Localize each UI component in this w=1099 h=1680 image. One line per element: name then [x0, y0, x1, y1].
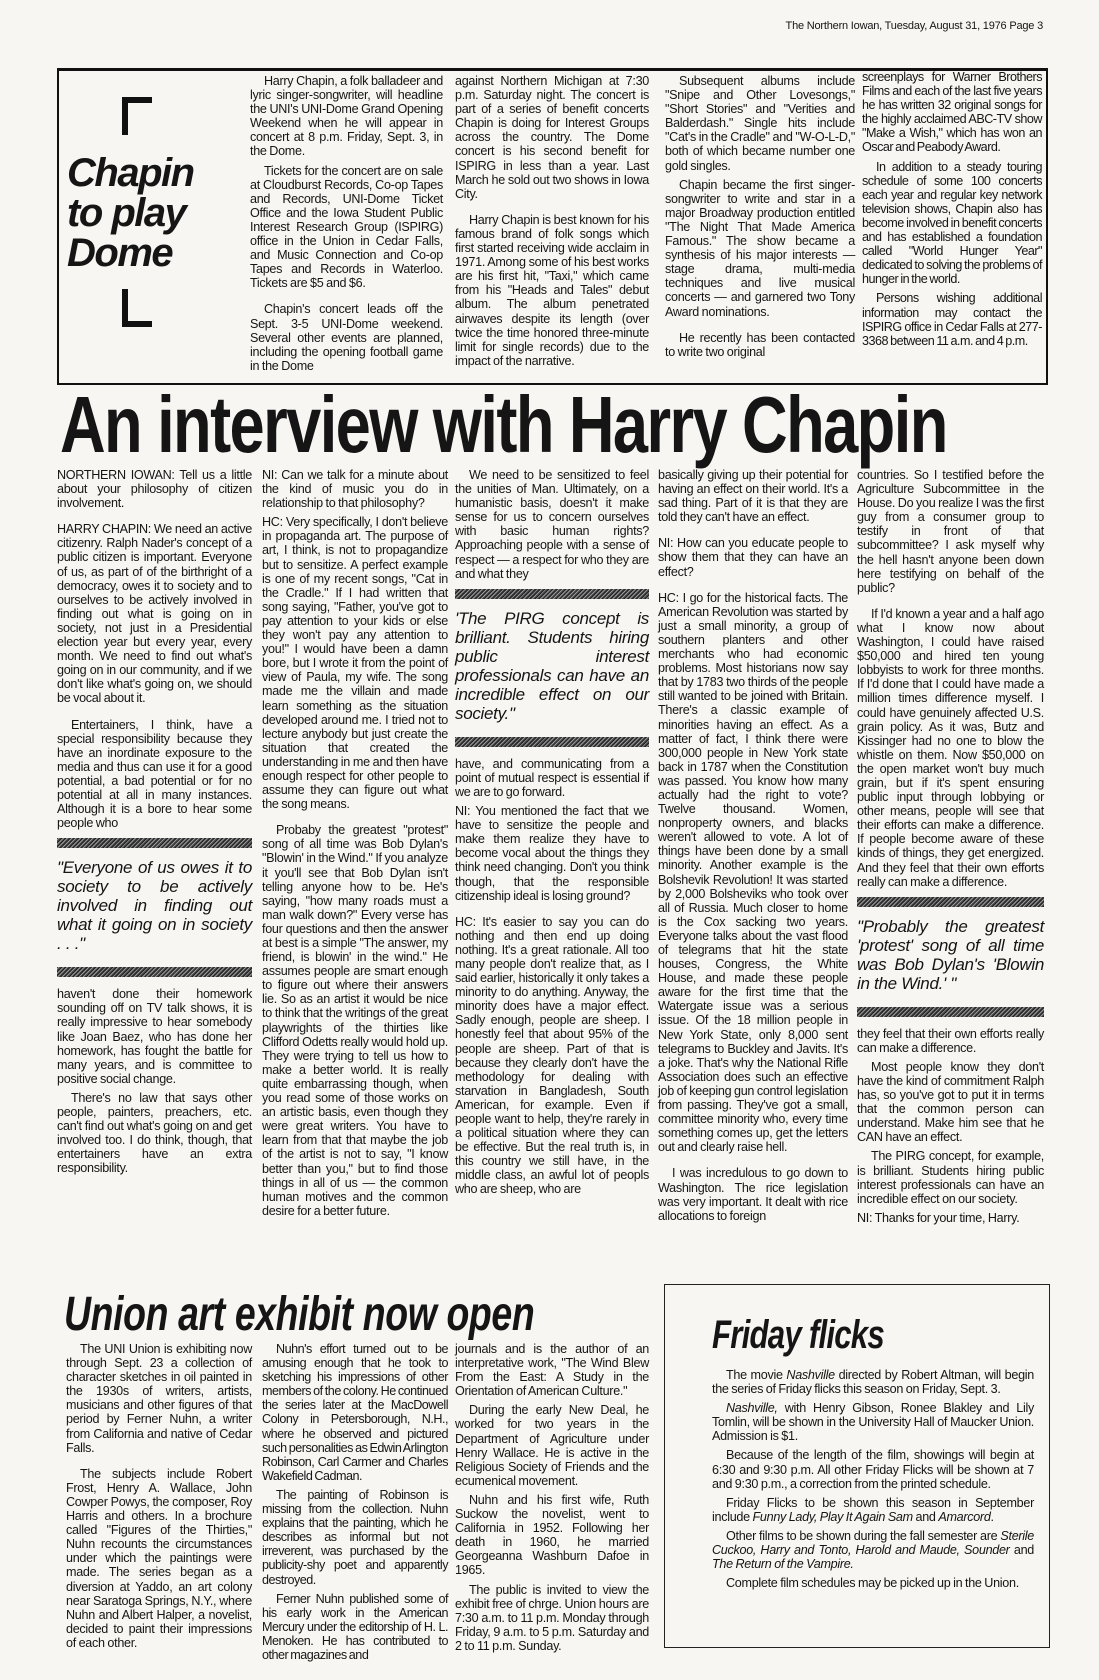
- union-art-column: [66, 1342, 252, 1655]
- paragraph: journals and is the author of an interpretative work, "The Wind Blew From the East: A Study in the Orientation of American Culture.": [455, 1342, 649, 1399]
- paragraph: they feel that their own efforts really can make a difference.: [857, 1026, 1044, 1055]
- friday-flicks-headline: Friday flicks: [712, 1313, 884, 1357]
- italic-title: Amarcord: [938, 1509, 991, 1524]
- paragraph: countries. So I testified before the Agriculture Subcommittee in the House. Do you realize I was the first guy from a consumer group to testify in front of that subcommittee? I ask myself why the hell hasn't anyone been down here testifying on behalf of the public?: [857, 468, 1044, 595]
- interview-headline: An interview with Harry Chapin: [60, 380, 947, 469]
- headline-line: to play: [67, 191, 186, 235]
- italic-title: Funny Lady, Play It Again Sam: [752, 1509, 913, 1524]
- paragraph: HC: I go for the historical facts. The American Revolution was started by just a small minority, a group of southern planters and other merchants who had economic problems. Most historians now say that by 1783 two thirds of the people still wanted to be joined with Britain. There's a classic example of minorities having an effect. As a matter of fact, I think there were 300,000 people in New York state back in 1787 when the Constitution was passed. You know how many actually had the right to vote? Twelve thousand. Women, nonproperty owners, and blacks weren't allowed to vote. A lot of things have been done by a small minority. Another example is the Bolshevik Revolution! It was started by 2,000 Bolsheviks who took over all of Russia. Much closer to home is the Cox sacking two years. Everyone talks about the vast flood of telegrams that hit the state houses, Congress, the White House, and made these people aware for the first time that the Watergate issue was a serious issue. Of the 18 million people in New York State, only 8,000 sent telegrams to Buckley and Javits. It's a joke. That's why the National Rifle Association does such an effective job of keeping gun control legislation from passing. They've got a small, committee minority who, every time something comes up, get the letters out and clearly raise hell.: [658, 590, 848, 1155]
- paragraph: screenplays for Warner Brothers Films and each of the last five years he has written 32 original songs for the highly acclaimed ABC-TV show "Make a Wish," which has won an Oscar and Peabody Award.: [862, 70, 1042, 155]
- corner-bracket-bottom-icon: [122, 289, 152, 327]
- paragraph: The painting of Robinson is missing from the collection. Nuhn explains that the painting, which he describes as informal but not irreverent, was purchased by the publicity-shy poet and apparently destroyed.: [262, 1487, 448, 1587]
- paragraph: The PIRG concept, for example, is brilliant. Students hiring public interest professionals can have an incredible effect on our society.: [857, 1149, 1044, 1206]
- paragraph: Harry Chapin, a folk balladeer and lyric singer-songwriter, will headline the UNI's UNI-Dome Grand Opening Weekend when he will appear in concert at 8 p.m. Friday, Sept. 3, in the Dome.: [250, 74, 443, 159]
- paragraph: Nuhn's effort turned out to be amusing enough that he took to sketching his impressions of other members of the colony. He continued the series later at the MacDowell Colony in Petersborough, N.H., where he observed and pictured such personalities as Edwin Arlington Robinson, Carl Carmer and Charles Wakefield Cadman.: [262, 1342, 448, 1483]
- paragraph: HC: It's easier to say you can do nothing and then end up doing nothing. It's a great rationale. All too many people don't realize that, as I said earlier, historically it only takes a minority to do anything. Anyway, the minority does have a major effect. Sadly enough, people are sheep. I honestly feel that about 95% of the people are sheep. Part of that is because they clearly don't have the methodology for dealing with starvation in Bangladesh, South American, for example. Even if people want to help, they're rarely in a political situation where they can be effective. But the real truth is, in this country we still have, in the middle class, an awful lot of peopls who are sheep, who are: [455, 914, 649, 1197]
- interview-column: [455, 468, 649, 1202]
- paragraph: NI: How can you educate people to show them that they can have an effect?: [658, 536, 848, 579]
- chapin-story-column: [665, 74, 855, 364]
- pull-quote: "Everyone of us owes it to society to be actively involved in finding out what it going on in society . . .": [57, 858, 252, 954]
- paragraph: [712, 1576, 1034, 1590]
- italic-title: Nashville: [786, 1368, 835, 1382]
- italic-title: Sterile Cuckoo, Harry and Tonto, Harold and Maude, Sounder: [712, 1528, 1034, 1558]
- paragraph: [712, 1496, 1034, 1524]
- paragraph: basically giving up their potential for having an effect on their world. It's a sad thing. Part of it is that they are told they can't have an effect.: [658, 468, 848, 525]
- chapin-story-column: [862, 70, 1042, 353]
- text-run: and: [1009, 1543, 1035, 1558]
- paragraph: Probaby the greatest "protest" song of all time was Bob Dylan's "Blowin' in the Wind." If you analyze it you'll see that Bob Dylan isn't telling anyone how to be. He's saying, "how many roads must a man walk down?" Every verse has four questions and then the answer at best is a simple "The answer, my friend, is blowin' in the wind." He assumes people are smart enough to figure out where their answers lie. So as an artist it would be nice to think that the writings of the great playwrights of the thirties like Clifford Odetts really would hold up. They were trying to tell us how to make a better world. It is really quite embarrassing though, when you read some of those works on an artistic basis, even though they were great writers. You have to learn from that that maybe the job of the artist is not to say, "I know better than you," but to find those things in all of us — the common human motives and the common desire for a better future.: [262, 823, 448, 1218]
- paragraph: [712, 1448, 1034, 1490]
- paragraph: NORTHERN IOWAN: Tell us a little about your philosophy of citizen involvement.: [57, 468, 252, 511]
- interview-column: [262, 468, 448, 1223]
- paragraph: [712, 1401, 1034, 1443]
- hatched-divider: [455, 589, 649, 599]
- paragraph: If I'd known a year and a half ago what I know now about Washington, I could have raised $50,000 and hired ten young lobbyists to work for three months. If I'd done that I could have made a million times difference myself. I could have genuinely affected U.S. grain policy. As it was, Butz and Kissinger had no one to blow the whistle on them. Now $50,000 on the open market won't buy much grain, but if it's spent ensuring public input through lobbying or other means, people will see that their efforts can make a difference. If people become aware of these kinds of things, they get energized. And they feel that their own efforts really can make a difference.: [857, 606, 1044, 889]
- paragraph: He recently has been contacted to write two original: [665, 330, 855, 359]
- paragraph: The UNI Union is exhibiting now through Sept. 23 a collection of character sketches in oil painted in the 1930s of writers, artists, musicians and other figures of that period by Ferner Nuhn, a writer from California and native of Cedar Falls.: [66, 1342, 252, 1455]
- paragraph: haven't done their homework sounding off on TV talk shows, it is really impressive to hear somebody like Joan Baez, who has done her homework, has fought the battle for many years, and is committee to positive social change.: [57, 987, 252, 1086]
- chapin-story-headline: [67, 153, 194, 273]
- interview-column: [57, 468, 252, 1180]
- paragraph: In addition to a steady touring schedule of some 100 concerts each year and regular key network television shows, Chapin also has become involved in benefit concerts and has established a foundation called "World Hunger Year" dedicated to solving the problems of hunger in the world.: [862, 159, 1042, 287]
- paragraph: During the early New Deal, he worked for two years in the Department of Agriculture under Henry Wallace. He is active in the Religious Society of Friends and the ecumenical movement.: [455, 1403, 649, 1488]
- paragraph: HC: Very specifically, I don't believe in propaganda art. The purpose of art, I think, is not to propagandize but to sensitize. A perfect example is one of my recent songs, "Cat in the Cradle." If I had written that song saying, "Father, you've got to pay attention to your kids or else they won't pay any attention to you!" I would have been a damn bore, but I wrote it from the point of view of Paula, my wife. The song made me the villain and made learn something as the situation developed around me. I tried not to lecture anybody but just create the situation that created the understanding in me and then have enough respect for other people to assume they can figure out what the song means.: [262, 515, 448, 812]
- paragraph: NI: Thanks for your time, Harry.: [857, 1210, 1020, 1225]
- paragraph: Entertainers, I think, have a special responsibility because they have an inordinate exposure to the media and thus can use it for a good potential, a bad potential or for no potential at all in many instances. Although it is a bore to hear some people who: [57, 717, 252, 831]
- paragraph: Tickets for the concert are on sale at Cloudburst Records, Co-op Tapes and Records, UNI-Dome Ticket Office and the Iowa Student Public Interest Research Group (ISPIRG) office in the Union in Cedar Falls, and Music Connection and Co-op Tapes and Records in Waterloo. Tickets are $5 and $6.: [250, 163, 443, 291]
- paragraph: [712, 1368, 1034, 1396]
- union-art-column: [262, 1342, 448, 1667]
- headline-line: Chapin: [67, 151, 194, 195]
- italic-title: The Return of the Vampire.: [712, 1557, 854, 1572]
- paragraph: Most people know they don't have the kind of commitment Ralph has, so you've got to put it in terms that the common person can understand. Make him see that he CAN have an effect.: [857, 1059, 1044, 1145]
- headline-line: Dome: [67, 231, 173, 275]
- corner-bracket-top-icon: [122, 97, 152, 135]
- paragraph: HARRY CHAPIN: We need an active citizenry. Ralph Nader's concept of a public citizen is important. Everyone of us, as part of of the birthright of a democracy, owes it to society and to ourselves to be actively involved in finding out what is going on in society, not just in a Presidential election year but every year, every month. We need to find out what's going on in our community, and if we don't like what's going on, we should be vocal about it.: [57, 522, 252, 706]
- interview-column: [658, 468, 848, 1228]
- paragraph: [712, 1529, 1034, 1571]
- union-art-column: [455, 1342, 649, 1658]
- text-run: Because of the length of the film, showings will begin at 6:30 and 9:30 p.m. All other Friday Flicks will be shown at 7 and 9:30 p.m., a correction from the printed schedule.: [712, 1448, 1034, 1491]
- pull-quote: "Probably the greatest 'protest' song of all time was Bob Dylan's 'Blowin in the Wind.' ": [857, 916, 1044, 993]
- paragraph: Chapin became the first singer-songwriter to write and star in a major Broadway production entitled "The Night That Made America Famous." The show became a synthesis of his major interests — stage drama, multi-media techniques and live musical concerts — and garnered two Tony Award nominations.: [665, 177, 855, 319]
- chapin-story-column: [250, 74, 443, 378]
- union-art-headline: Union art exhibit now open: [64, 1288, 535, 1341]
- page-folio: The Northern Iowan, Tuesday, August 31, 1976 Page 3: [785, 20, 1043, 32]
- paragraph: NI: Can we talk for a minute about the kind of music you do in relationship to that philosophy?: [262, 468, 448, 511]
- hatched-divider: [57, 838, 252, 848]
- paragraph: Subsequent albums include "Snipe and Other Lovesongs," "Short Stories" and "Verities and Balderdash." Single hits include "Cat's in the Cradle" and "W-O-L-D," both of which became number one gold singles.: [665, 74, 855, 173]
- text-run: Friday Flicks to be shown this season in September include: [712, 1495, 1034, 1524]
- paragraph: Chapin's concert leads off the Sept. 3-5 UNI-Dome weekend. Several other events are planned, including the opening football game in the Dome: [250, 302, 443, 373]
- paragraph: Nuhn and his first wife, Ruth Suckow the novelist, went to California in 1952. Following her death in 1960, he married Georgeanna Washburn Dafoe in 1965.: [455, 1492, 649, 1578]
- paragraph: Persons wishing additional information may contact the ISPIRG office in Cedar Falls at 277-3368 between 11 a.m. and 4 p.m.: [862, 291, 1042, 348]
- hatched-divider: [857, 897, 1044, 907]
- paragraph: The subjects include Robert Frost, Henry A. Wallace, John Cowper Powys, the composer, Roy Harris and others. In a brochure called "Figures of the Thirties," Nuhn recounts the circumstances under which the paintings were made. The series began as a diversion at Yaddo, an art colony near Saratoga Springs, N.Y., where Nuhn and Albert Halper, a novelist, decided to paint their impressions of each other.: [66, 1466, 252, 1650]
- hatched-divider: [455, 737, 649, 747]
- text-run: with Henry Gibson, Ronee Blakley and Lily Tomlin, will be shown in the University Hall of Maucker Union. Admission is $1.: [712, 1401, 1034, 1444]
- friday-flicks-column: [712, 1368, 1034, 1595]
- text-run: Other films to be shown during the fall semester are: [726, 1528, 1001, 1543]
- interview-column: [857, 468, 1044, 1230]
- paragraph: We need to be sensitized to feel the unities of Man. Ultimately, on a humanistic basis, doesn't it make sense for us to concern ourselves with basic human rights? Approaching people with a sense of respect — a respect for who they are and what they: [455, 468, 649, 581]
- paragraph: NI: You mentioned the fact that we have to sensitize the people and make them realize they have to become vocal about the things they think need changing. Don't you think though, that the responsible citizenship ideal is losing ground?: [455, 804, 649, 903]
- paragraph: Ferner Nuhn published some of his early work in the American Mercury under the editorship of H. L. Menoken. He has contributed to other magazines and: [262, 1591, 448, 1662]
- paragraph: There's no law that says other people, painters, preachers, etc. can't find out what's going on and get involved too. I do think, though, that entertainers have an extra responsibility.: [57, 1090, 252, 1176]
- paragraph: The public is invited to view the exhibit free of chrge. Union hours are 7:30 a.m. to 11 p.m. Monday through Friday, 9 a.m. to 5 p.m. Saturday and 2 to 11 p.m. Sunday.: [455, 1582, 649, 1653]
- text-run: .: [990, 1509, 994, 1524]
- text-run: and: [912, 1509, 939, 1524]
- paragraph: have, and communicating from a point of mutual respect is essential if we are to go forward.: [455, 756, 649, 799]
- chapin-story-column: [455, 74, 649, 373]
- text-run: The movie: [726, 1368, 787, 1382]
- paragraph: I was incredulous to go down to Washington. The rice legislation was very important. It dealt with rice allocations to foreign: [658, 1166, 848, 1223]
- pull-quote: 'The PIRG concept is brilliant. Students hiring public interest professionals can have an incredible effect on our society.": [455, 608, 649, 723]
- paragraph: against Northern Michigan at 7:30 p.m. Saturday night. The concert is part of a series of benefit concerts Chapin is doing for Interest Groups across the country. The Dome concert is his second benefit for ISPIRG in less than a year. Last March he sold out two shows in Iowa City.: [455, 74, 649, 201]
- italic-title: Nashville,: [726, 1401, 778, 1416]
- paragraph: Harry Chapin is best known for his famous brand of folk songs which first started receiving wide acclaim in 1971. Among some of his best works are his first hit, "Taxi," which came from his "Heads and Tales" debut album. The album penetrated airwaves despite its length (over twice the time honored three-minute limit for single records) due to the impact of the narrative.: [455, 212, 649, 368]
- hatched-divider: [57, 967, 252, 977]
- text-run: Complete film schedules may be picked up in the Union.: [726, 1576, 1019, 1591]
- hatched-divider: [857, 1007, 1044, 1017]
- text-run: directed by Robert Altman, will begin the series of Friday flicks this season on Friday, Sept. 3.: [712, 1368, 1034, 1397]
